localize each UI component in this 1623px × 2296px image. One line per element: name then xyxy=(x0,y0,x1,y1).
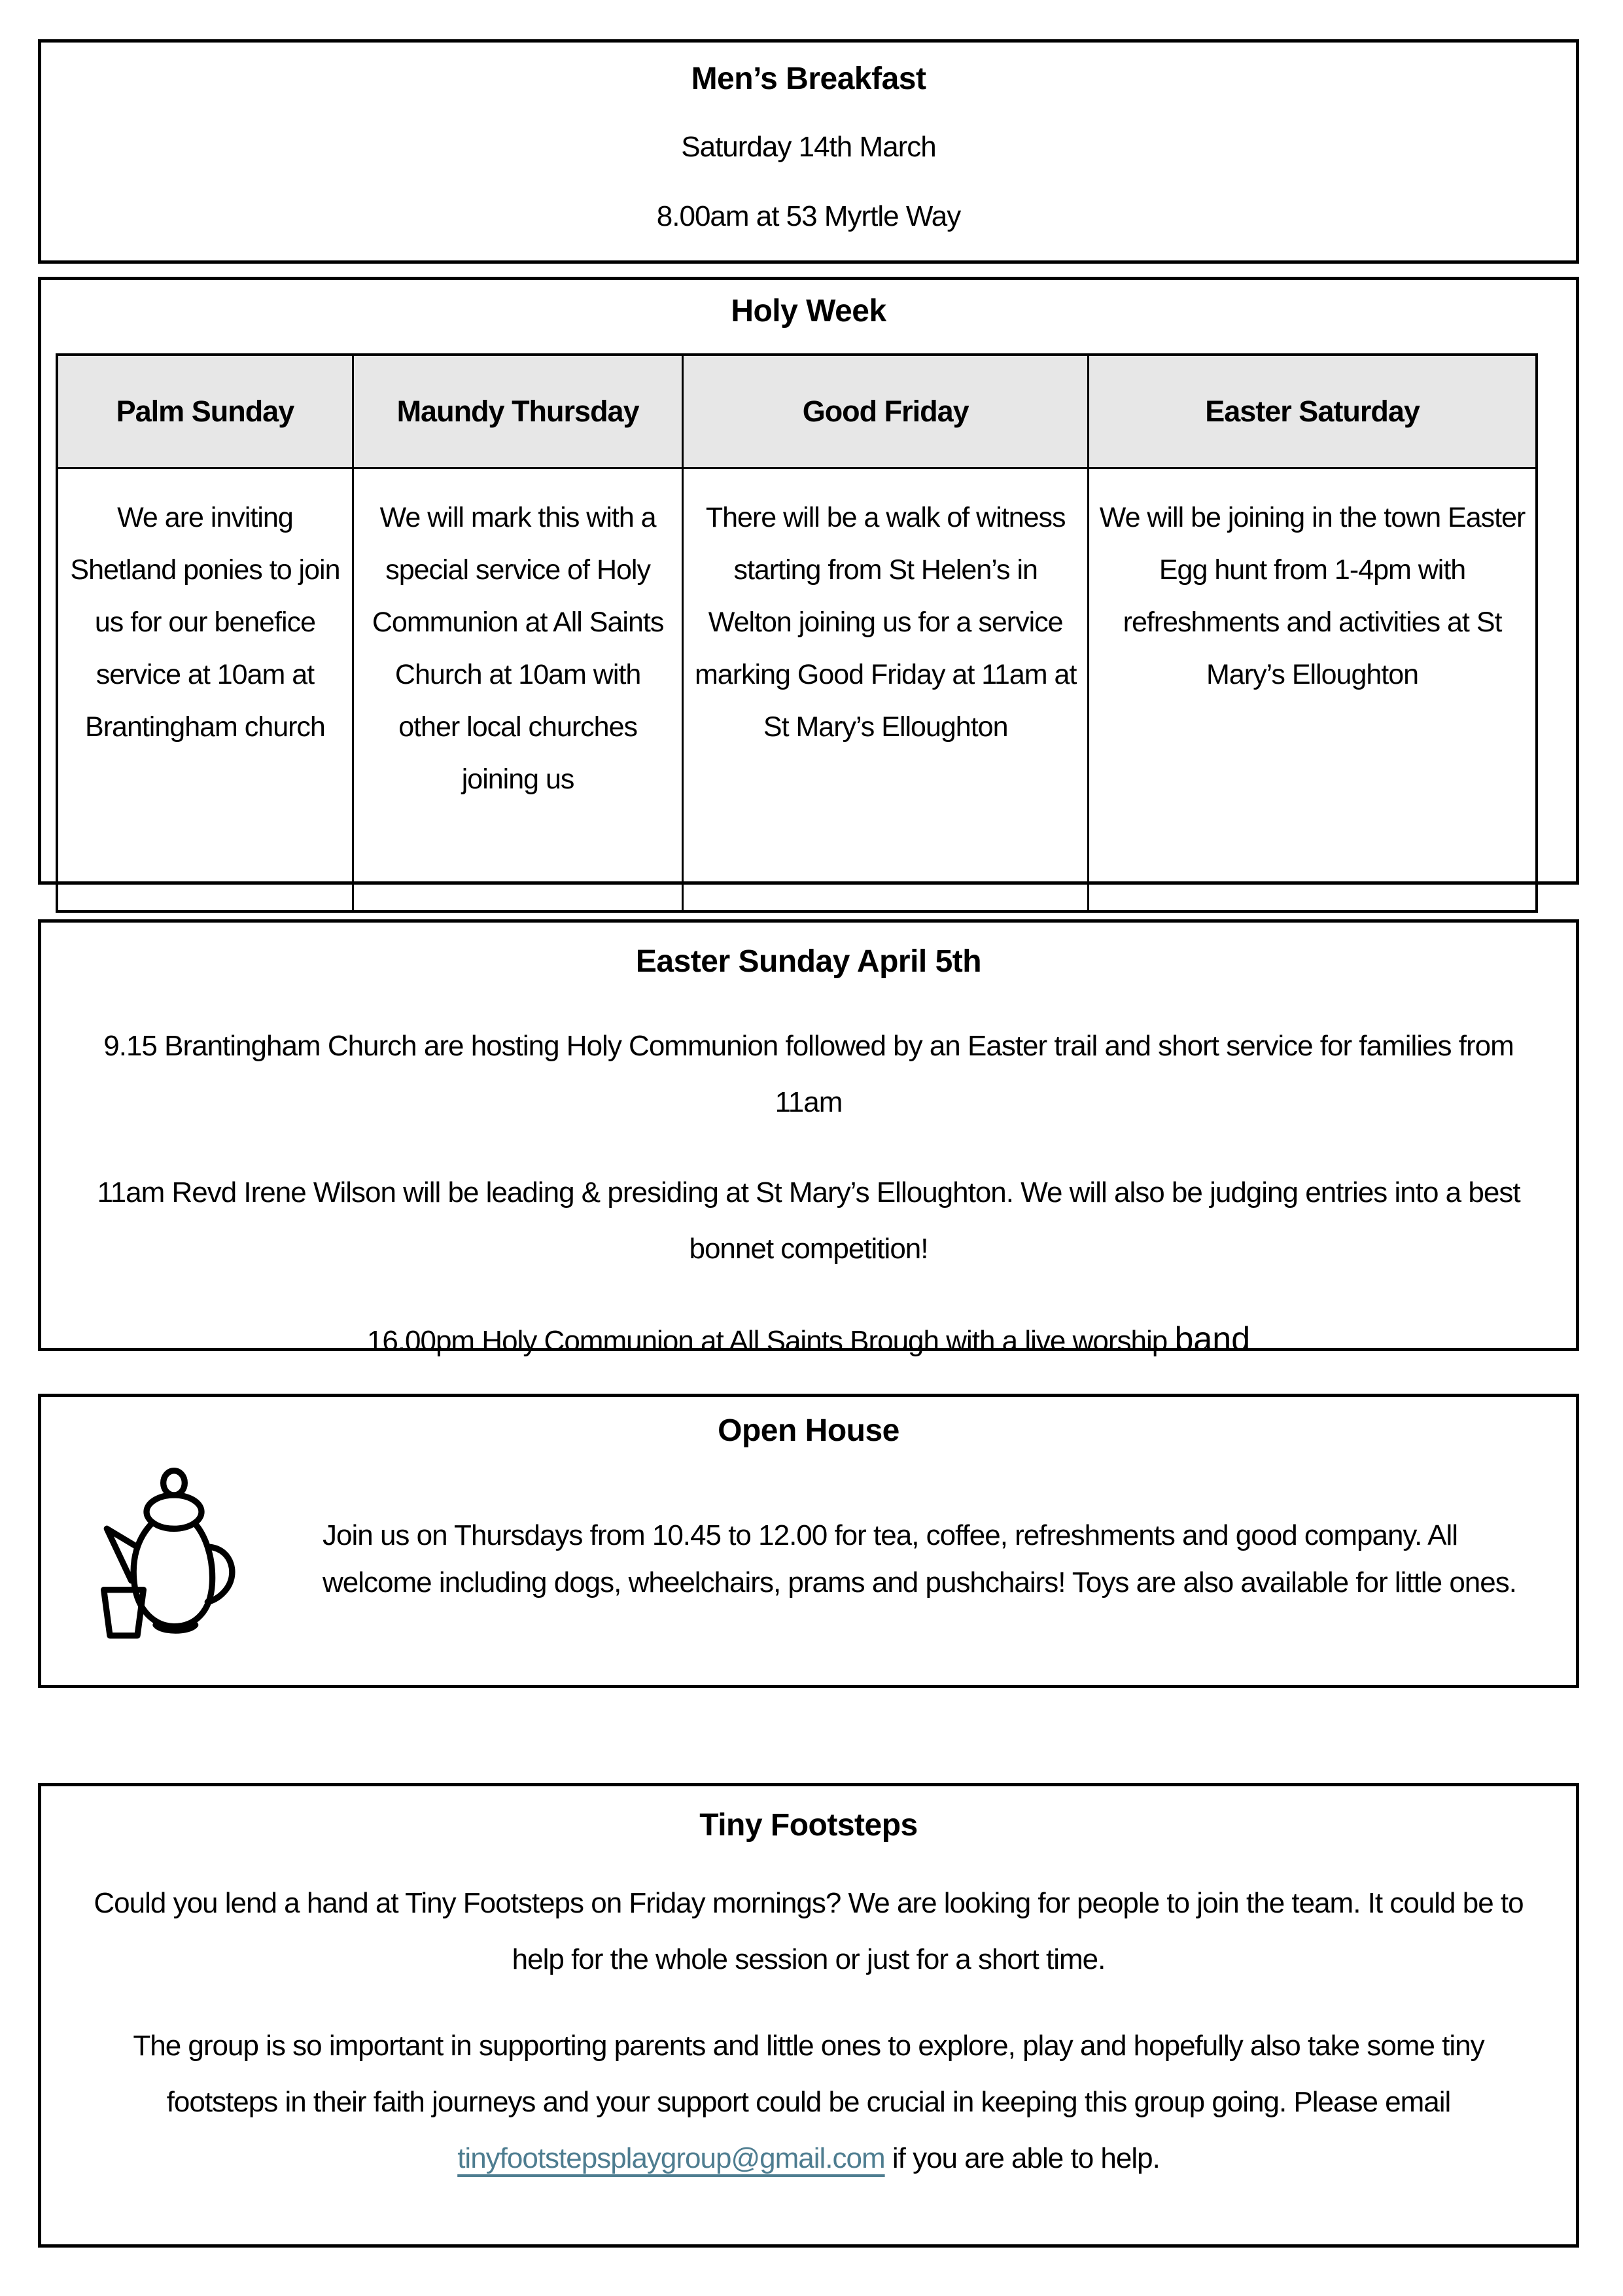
holy-week-section xyxy=(38,277,1579,885)
easter-sunday-title: Easter Sunday April 5th xyxy=(635,944,982,979)
cell-maundy-thursday: We will mark this with a special service of Holy Communion at All Saints Church at 10am with other local churches joining us xyxy=(353,468,682,912)
easter-sunday-915-service: 9.15 Brantingham Church are hosting Holy Communion followed by an Easter trail and short service for families from 11am xyxy=(103,1030,1514,1118)
open-house-title: Open House xyxy=(718,1413,899,1448)
easter-sunday-1600-service xyxy=(79,1311,1538,1369)
column-header-maundy-thursday: Maundy Thursday xyxy=(353,355,682,468)
mens-breakfast-section xyxy=(38,39,1579,264)
teapot-icon xyxy=(94,1468,264,1651)
easter-sunday-section xyxy=(38,919,1579,1358)
cell-palm-sunday: We are inviting Shetland ponies to join us for our benefice service at 10am at Brantingham church xyxy=(57,468,353,912)
easter-sunday-1600-text: 16.00pm Holy Communion at All Saints Brough with a live worship xyxy=(366,1325,1175,1357)
cell-good-friday: There will be a walk of witness starting from St Helen’s in Welton joining us for a service marking Good Friday at 11am at St Mary’s Elloughton xyxy=(683,468,1089,912)
tiny-footsteps-email-link[interactable]: tinyfootstepsplaygroup@gmail.com xyxy=(457,2142,885,2174)
column-header-easter-saturday: Easter Saturday xyxy=(1089,355,1537,468)
holy-week-header-row xyxy=(57,355,1537,468)
mens-breakfast-date: Saturday 14th March xyxy=(681,131,936,163)
tiny-footsteps-text-after-email: if you are able to help. xyxy=(884,2142,1160,2174)
tiny-footsteps-section xyxy=(38,1783,1579,2248)
tiny-footsteps-volunteer-text: Could you lend a hand at Tiny Footsteps on Friday mornings? We are looking for people to join the team. It could be to help for the whole session or just for a short time. xyxy=(94,1887,1524,1975)
mens-breakfast-title: Men’s Breakfast xyxy=(691,62,926,96)
tiny-footsteps-title: Tiny Footsteps xyxy=(699,1808,918,1843)
mens-breakfast-time-location: 8.00am at 53 Myrtle Way xyxy=(656,200,961,232)
open-house-text: Join us on Thursdays from 10.45 to 12.00 for tea, coffee, refreshments and good company. All welcome including dogs, wheelchairs, prams and pushchairs! Toys are also available for little ones. xyxy=(323,1519,1516,1598)
open-house-section xyxy=(38,1394,1579,1688)
holy-week-title: Holy Week xyxy=(731,294,886,328)
holy-week-table xyxy=(56,353,1538,913)
cell-easter-saturday: We will be joining in the town Easter Egg hunt from 1-4pm with refreshments and activities at St Mary’s Elloughton xyxy=(1089,468,1537,912)
tiny-footsteps-text-before-email: The group is so important in supporting parents and little ones to explore, play and hopefully also take some tiny footsteps in their faith journeys and your support could be crucial in keeping this group going. Please email xyxy=(133,2030,1484,2118)
tiny-footsteps-importance-text xyxy=(74,2018,1543,2187)
column-header-good-friday: Good Friday xyxy=(683,355,1089,468)
open-house-content-row xyxy=(41,1468,1576,1651)
column-header-palm-sunday: Palm Sunday xyxy=(57,355,353,468)
easter-sunday-band-word: band xyxy=(1174,1320,1251,1358)
holy-week-body-row xyxy=(57,468,1537,912)
easter-sunday-11am-service: 11am Revd Irene Wilson will be leading & presiding at St Mary’s Elloughton. We will also be judging entries into a best bonnet competition! xyxy=(97,1176,1520,1265)
